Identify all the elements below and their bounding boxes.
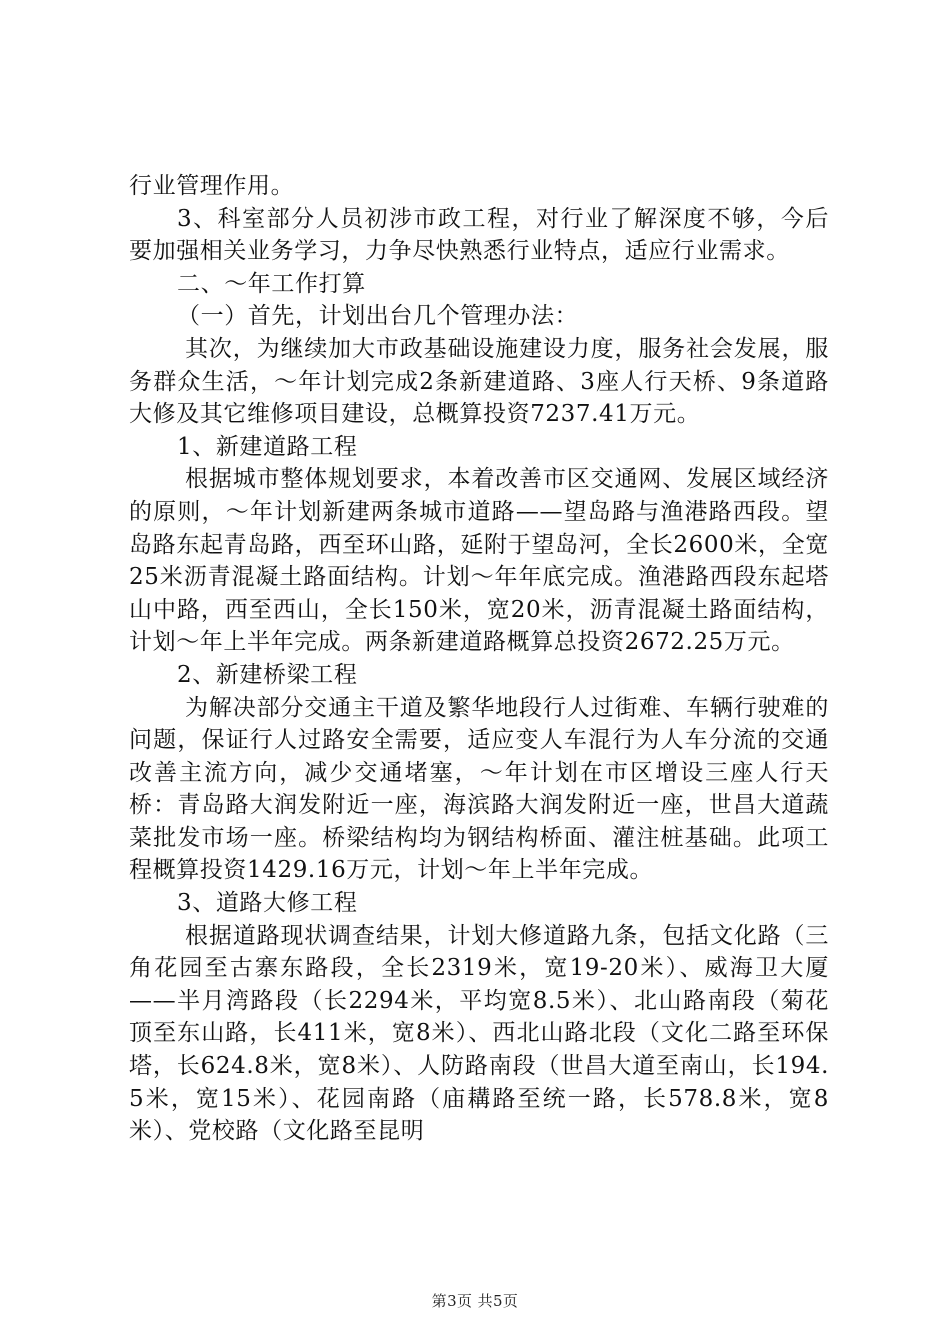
paragraph-road-overhaul-details: 根据道路现状调查结果，计划大修道路九条，包括文化路（三角花园至古寨东路段，全长2319米，宽19-20米）、威海卫大厦——半月湾路段（长2294米，平均宽8.5米）、北山路南段（菊花顶至东山路，长411米，宽8米）、西北山路北段（文化二路至环保塔，长624.8米，宽8米）、人防路南段（世昌大道至南山，长194.5米，宽15米）、花园南路（庙耩路至统一路，长578.8米，宽8米）、党校路（文化路至昆明 xyxy=(129,922,829,1145)
paragraph-new-road-details: 根据城市整体规划要求，本着改善市区交通网、发展区域经济的原则，～年计划新建两条城市道路——望岛路与渔港路西段。望岛路东起青岛路，西至环山路，延附于望岛河，全长2600米，全宽25米沥青混凝土路面结构。计划～年年底完成。渔港路西段东起塔山中路，西至西山，全长150米，宽20米，沥青混凝土路面结构，计划～年上半年完成。两条新建道路概算总投资2672.25万元。 xyxy=(129,466,829,656)
document-body xyxy=(129,170,829,1148)
subsection-heading-management-measures: （一）首先，计划出台几个管理办法： xyxy=(177,303,579,330)
paragraph-investment-overview: 其次，为继续加大市政基础设施建设力度，服务社会发展，服务群众生活，～年计划完成2条新建道路、3座人行天桥、9条道路大修及其它维修项目建设，总概算投资7237.41万元。 xyxy=(129,335,829,428)
paragraph-continuation: 行业管理作用。 xyxy=(129,173,295,199)
section-heading-work-plan: 二、～年工作打算 xyxy=(177,270,366,297)
page-number-footer: 第3页 共5页 xyxy=(431,1292,519,1310)
heading-road-overhaul-projects: 3、道路大修工程 xyxy=(177,890,358,917)
heading-new-bridge-projects: 2、新建桥梁工程 xyxy=(177,661,358,688)
heading-new-road-projects: 1、新建道路工程 xyxy=(177,433,358,460)
paragraph-new-bridge-details: 为解决部分交通主干道及繁华地段行人过街难、车辆行驶难的问题，保证行人过路安全需要，适应变人车混行为人车分流的交通改善主流方向，减少交通堵塞，～年计划在市区增设三座人行天桥：青岛路大润发附近一座，海滨路大润发附近一座，世昌大道蔬菜批发市场一座。桥梁结构均为钢结构桥面、灌注桩基础。此项工程概算投资1429.16万元，计划～年上半年完成。 xyxy=(129,694,829,884)
paragraph-item-3-staff-learning: 3、科室部分人员初涉市政工程，对行业了解深度不够，今后要加强相关业务学习，力争尽快熟悉行业特点，适应行业需求。 xyxy=(129,205,829,265)
